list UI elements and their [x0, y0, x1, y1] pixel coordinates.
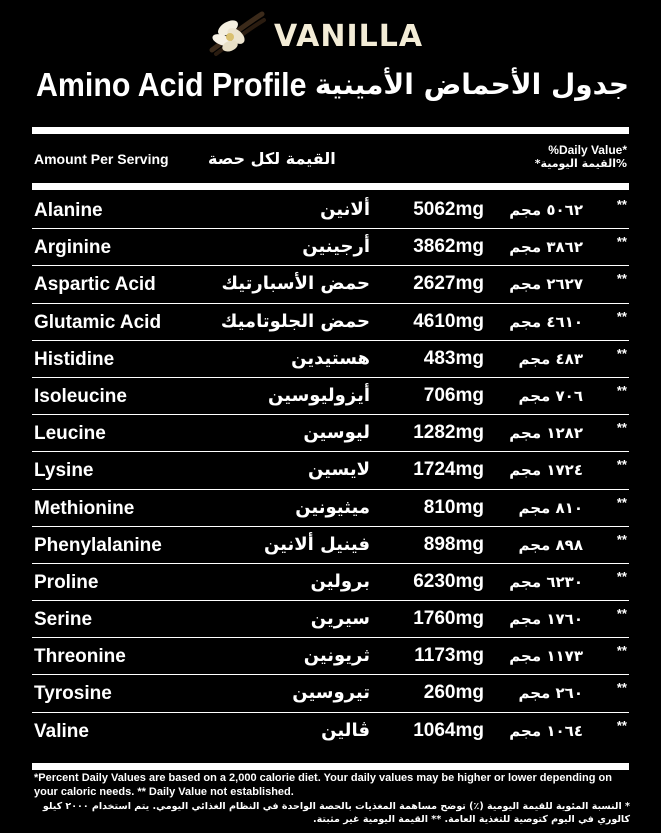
daily-value: **: [616, 271, 627, 287]
amino-amount-arabic: ٨١٠ مجم: [518, 498, 583, 517]
daily-value: **: [616, 197, 627, 212]
table-row: [32, 378, 629, 415]
amino-amount: 1724mg: [413, 459, 484, 481]
amino-amount-arabic: ٥٠٦٢ مجم: [509, 201, 583, 219]
daily-value: **: [616, 531, 627, 547]
amino-name-arabic: أرجينين: [302, 236, 370, 258]
title-arabic: جدول الأحماض الأمينية: [314, 68, 629, 101]
amino-amount-arabic: ٨٩٨ مجم: [518, 535, 583, 554]
amino-amount: 1760mg: [413, 608, 484, 630]
amount-per-serving-label: Amount Per Serving: [34, 151, 169, 167]
amino-name: Serine: [34, 609, 93, 631]
amino-name: Glutamic Acid: [34, 311, 162, 333]
daily-value: **: [616, 234, 627, 250]
amino-name: Proline: [34, 571, 99, 593]
amino-amount-arabic: ٣٨٦٢ مجم: [509, 238, 583, 257]
daily-value: **: [616, 643, 627, 659]
amino-amount: 483mg: [423, 347, 484, 369]
daily-value: **: [616, 457, 627, 473]
daily-value: **: [616, 494, 627, 510]
table-row: [32, 304, 629, 341]
table-row: [32, 266, 629, 303]
amino-amount-arabic: ١٧٦٠ مجم: [509, 610, 583, 629]
amino-name: Histidine: [34, 348, 115, 370]
amino-name: Lysine: [34, 460, 94, 482]
amino-amount: 1282mg: [413, 422, 484, 444]
brand-name: VANILLA: [274, 18, 424, 54]
amino-amount: 5062mg: [413, 199, 484, 220]
amino-name-arabic: ميثيونين: [295, 496, 370, 518]
amino-name-arabic: سيرين: [310, 608, 370, 630]
amino-name-arabic: حمض الجلوتاميك: [220, 310, 370, 332]
table-row: [32, 564, 629, 601]
amino-name-arabic: لايسين: [307, 459, 370, 481]
amino-name-arabic: حمض الأسبارتيك: [221, 273, 370, 295]
amino-name: Methionine: [34, 497, 135, 519]
table-row: [32, 415, 629, 452]
table-row: [32, 229, 629, 266]
table-row: [32, 490, 629, 527]
amino-acid-table: [32, 192, 629, 749]
table-row: [32, 713, 629, 749]
divider: [32, 127, 629, 134]
amino-amount-arabic: ٢٦٢٧ مجم: [509, 275, 583, 294]
table-row: [32, 192, 629, 229]
daily-value-header: [535, 143, 627, 171]
amino-name-arabic: أيزوليوسين: [268, 384, 370, 406]
amino-name: Isoleucine: [34, 385, 127, 407]
vanilla-flower-icon: [206, 10, 268, 58]
divider: [32, 763, 629, 770]
amino-amount: 260mg: [423, 682, 484, 704]
divider: [32, 183, 629, 190]
amino-amount: 898mg: [423, 533, 484, 555]
amino-name-arabic: برولين: [310, 570, 370, 592]
table-row: [32, 452, 629, 489]
daily-value: **: [616, 420, 627, 436]
daily-value: **: [616, 568, 627, 584]
amino-amount: 706mg: [423, 384, 484, 406]
amino-name: Valine: [34, 720, 89, 742]
amino-amount-arabic: ١١٧٣ مجم: [509, 647, 583, 666]
amino-amount: 1064mg: [413, 719, 484, 741]
amino-name: Tyrosine: [34, 683, 112, 705]
amino-amount: 810mg: [423, 496, 484, 518]
amino-amount-arabic: ١٢٨٢ مجم: [509, 424, 583, 443]
amino-amount: 2627mg: [413, 273, 484, 295]
daily-value: **: [616, 308, 627, 324]
amino-name: Alanine: [34, 200, 103, 221]
table-row: [32, 601, 629, 638]
daily-value: **: [616, 680, 627, 696]
amino-amount-arabic: ٧٠٦ مجم: [518, 386, 583, 405]
amino-amount-arabic: ١٠٦٤ مجم: [509, 721, 583, 740]
daily-value: **: [616, 345, 627, 361]
table-row: [32, 638, 629, 675]
amino-amount-arabic: ٤٨٣ مجم: [518, 349, 583, 368]
daily-value-label: %Daily Value*: [548, 143, 627, 157]
amino-name-arabic: ألانين: [320, 199, 370, 220]
amount-per-serving-label-arabic: القيمة لكل حصة: [208, 149, 336, 168]
amino-name-arabic: هستيدين: [291, 347, 370, 369]
amino-name-arabic: فينيل ألانين: [263, 533, 370, 555]
amino-name-arabic: ليوسين: [303, 422, 370, 444]
daily-value: **: [616, 606, 627, 622]
amino-amount: 6230mg: [413, 570, 484, 592]
footnote-arabic: * النسبة المئوية للقيمة اليومية (٪) توضح مساهمة المغذيات بالحصة الواحدة في النظام الغذائي اليومي. يتم استخدام ٢٠٠٠ كيلو كالوري في اليوم كتوصية للتغذية العامة. ** القيمة اليومية غير مثبتة.: [42, 801, 630, 825]
amino-name-arabic: ثريونين: [303, 645, 370, 667]
title-english: Amino Acid Profile: [36, 66, 307, 103]
amino-amount: 3862mg: [413, 236, 484, 258]
table-row: [32, 675, 629, 712]
amino-name-arabic: تيروسين: [292, 682, 370, 704]
amino-name-arabic: ڤالين: [321, 719, 370, 741]
daily-value: **: [616, 382, 627, 398]
amino-name: Leucine: [34, 423, 106, 445]
amino-amount: 4610mg: [413, 310, 484, 332]
amino-amount-arabic: ٢٦٠ مجم: [518, 684, 583, 703]
footnote-english: *Percent Daily Values are based on a 2,000 calorie diet. Your daily values may be higher or lower depending on your caloric needs. ** Daily Value not established.: [34, 772, 612, 798]
daily-value-label-arabic: %القيمة اليومية*: [534, 157, 627, 170]
daily-value: **: [616, 717, 627, 733]
amino-name: Arginine: [34, 237, 112, 259]
amino-amount: 1173mg: [414, 645, 484, 667]
table-row: [32, 527, 629, 564]
table-row: [32, 341, 629, 378]
brand-logo: [206, 8, 446, 60]
amino-amount-arabic: ١٧٢٤ مجم: [509, 461, 583, 480]
amino-amount-arabic: ٤٦١٠ مجم: [509, 312, 583, 331]
amino-name: Threonine: [34, 646, 126, 668]
amino-name: Aspartic Acid: [34, 274, 156, 296]
amino-amount-arabic: ٦٢٣٠ مجم: [509, 572, 583, 591]
amino-name: Phenylalanine: [34, 534, 162, 556]
